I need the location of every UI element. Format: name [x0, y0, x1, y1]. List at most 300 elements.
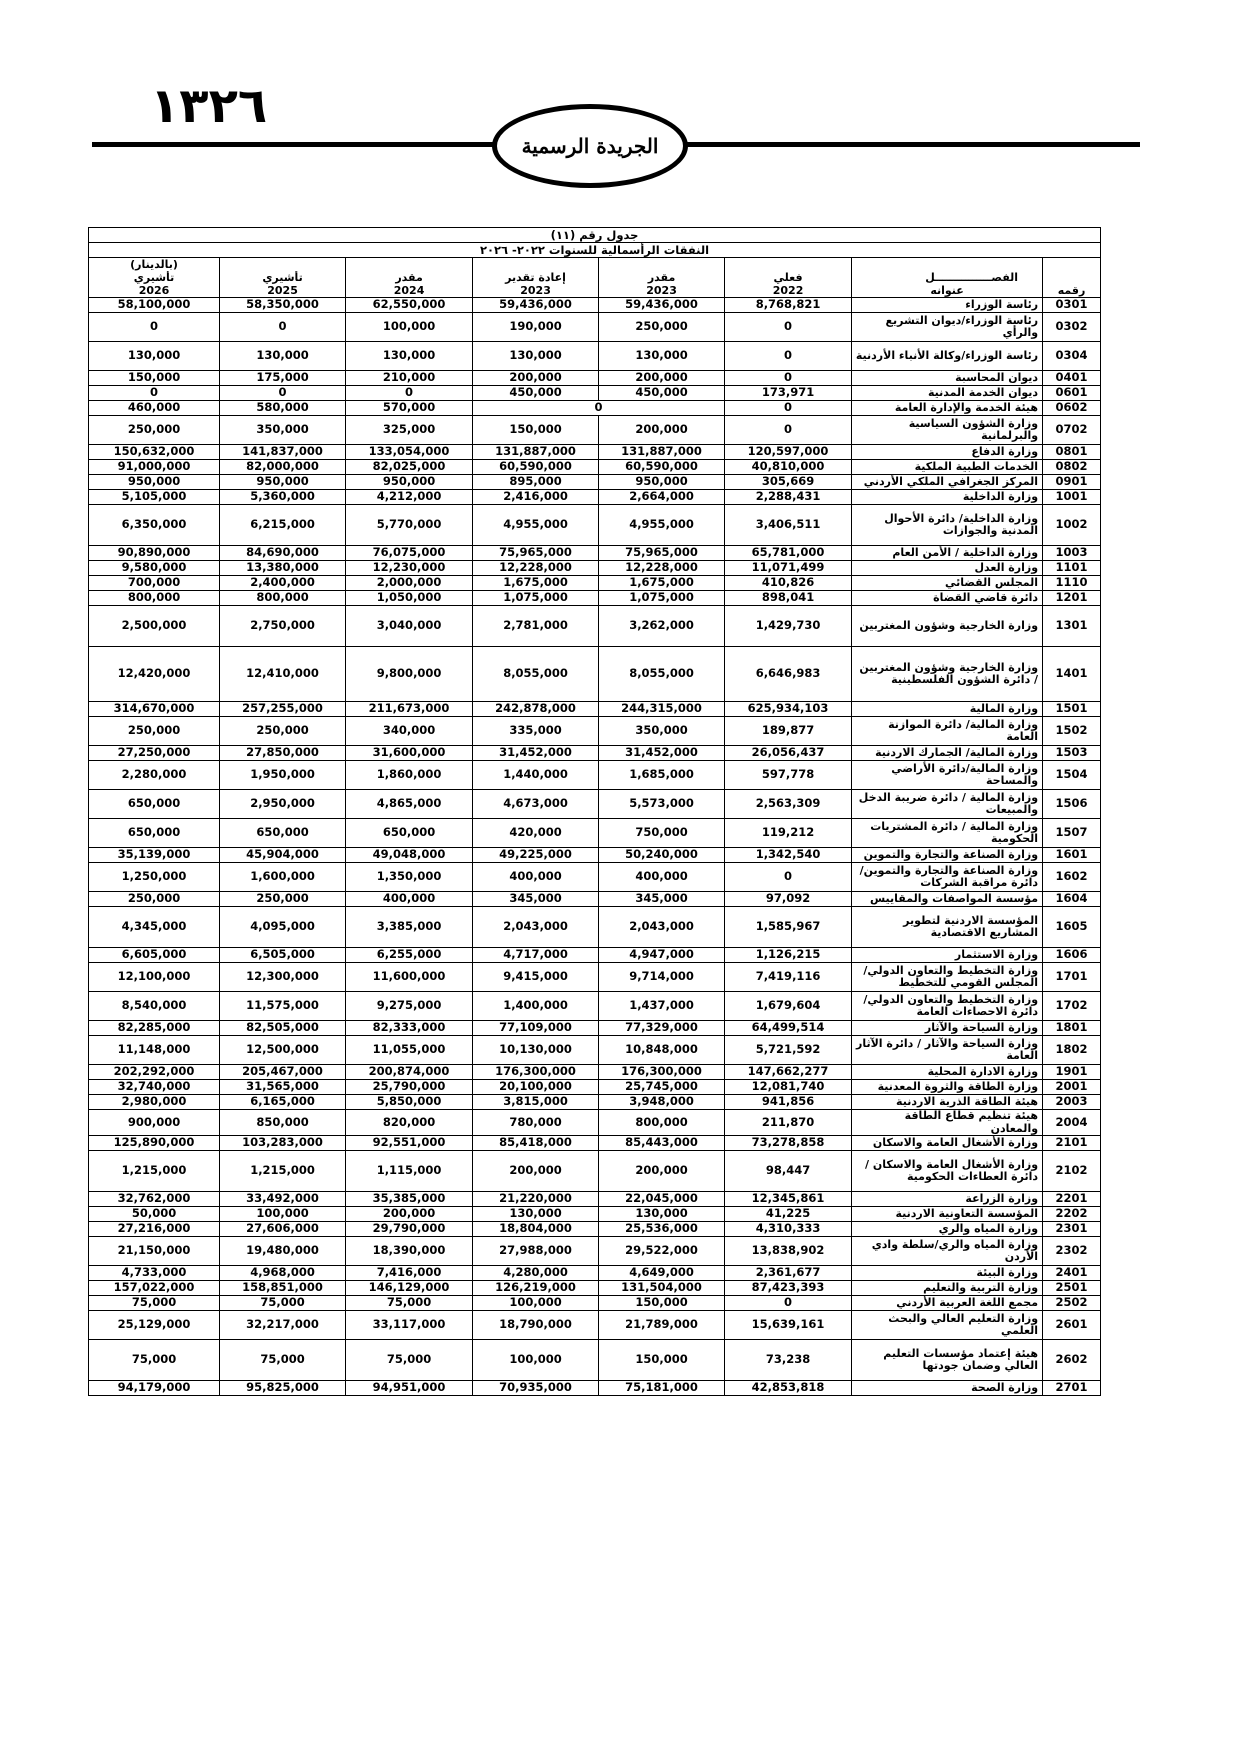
row-value: 130,000 [473, 1207, 599, 1222]
row-value: 29,522,000 [599, 1237, 725, 1266]
row-value: 200,000 [473, 1151, 599, 1192]
row-value: 21,220,000 [473, 1192, 599, 1207]
row-value: 59,436,000 [599, 298, 725, 313]
row-name: وزارة الخارجية وشؤون المغتربين [852, 606, 1043, 647]
row-name: وزارة العدل [852, 561, 1043, 576]
row-value: 4,673,000 [473, 790, 599, 819]
row-value: 1,675,000 [473, 576, 599, 591]
row-value: 1,215,000 [220, 1151, 346, 1192]
row-value: 2,361,677 [725, 1266, 852, 1281]
row-value: 11,148,000 [89, 1036, 220, 1065]
row-value: 2,400,000 [220, 576, 346, 591]
row-value: 82,285,000 [89, 1021, 220, 1036]
row-value: 0 [346, 386, 473, 401]
capital-expenditure-table [88, 227, 1101, 1396]
row-value: 6,255,000 [346, 948, 473, 963]
row-value: 650,000 [89, 819, 220, 848]
row-code: 2301 [1043, 1222, 1101, 1237]
row-code: 0301 [1043, 298, 1101, 313]
row-code: 2701 [1043, 1381, 1101, 1396]
row-value: 0 [89, 313, 220, 342]
row-value: 950,000 [599, 475, 725, 490]
row-name: المؤسسة التعاونية الاردنية [852, 1207, 1043, 1222]
row-value: 158,851,000 [220, 1281, 346, 1296]
row-value: 120,597,000 [725, 445, 852, 460]
row-value: 0 [725, 863, 852, 892]
row-value: 94,179,000 [89, 1381, 220, 1396]
row-name: وزارة السياحة والآثار / دائرة الآثار العامة [852, 1036, 1043, 1065]
row-value: 190,000 [473, 313, 599, 342]
row-name: وزارة الشؤون السياسية والبرلمانية [852, 416, 1043, 445]
row-value: 18,790,000 [473, 1311, 599, 1340]
table-row [89, 1381, 1101, 1396]
row-value: 18,390,000 [346, 1237, 473, 1266]
row-value: 59,436,000 [473, 298, 599, 313]
table-row [89, 1136, 1101, 1151]
row-name: الخدمات الطبية الملكية [852, 460, 1043, 475]
row-value: 131,887,000 [599, 445, 725, 460]
row-value: 1,350,000 [346, 863, 473, 892]
row-value: 75,000 [220, 1340, 346, 1381]
row-value: 250,000 [89, 892, 220, 907]
row-name: وزارة المالية / دائرة المشتريات الحكومية [852, 819, 1043, 848]
row-value: 895,000 [473, 475, 599, 490]
col-type: مقدر [346, 271, 473, 284]
row-value: 4,310,333 [725, 1222, 852, 1237]
row-value: 12,410,000 [220, 647, 346, 702]
row-value: 257,255,000 [220, 702, 346, 717]
col-type: إعادة تقدير [473, 271, 599, 284]
table-row [89, 1095, 1101, 1110]
table-row [89, 298, 1101, 313]
row-value: 12,100,000 [89, 963, 220, 992]
row-value: 9,275,000 [346, 992, 473, 1021]
row-code: 2202 [1043, 1207, 1101, 1222]
row-value: 4,280,000 [473, 1266, 599, 1281]
row-code: 1201 [1043, 591, 1101, 606]
row-value: 119,212 [725, 819, 852, 848]
row-value: 597,778 [725, 761, 852, 790]
row-value: 9,580,000 [89, 561, 220, 576]
row-code: 2003 [1043, 1095, 1101, 1110]
row-name: هيئة الخدمة والإدارة العامة [852, 401, 1043, 416]
row-value: 77,109,000 [473, 1021, 599, 1036]
row-value: 95,825,000 [220, 1381, 346, 1396]
row-value: 0 [725, 401, 852, 416]
row-value: 73,238 [725, 1340, 852, 1381]
col-year: 2023 [599, 284, 725, 298]
row-value: 176,300,000 [599, 1065, 725, 1080]
row-value: 130,000 [599, 1207, 725, 1222]
row-value: 800,000 [89, 591, 220, 606]
row-value: 173,971 [725, 386, 852, 401]
row-value: 21,789,000 [599, 1311, 725, 1340]
row-code: 0304 [1043, 342, 1101, 371]
row-value: 0 [725, 313, 852, 342]
header-spacer [1043, 271, 1101, 284]
row-value: 800,000 [220, 591, 346, 606]
table-row [89, 561, 1101, 576]
row-value: 0 [89, 386, 220, 401]
row-name: المجلس القضائي [852, 576, 1043, 591]
row-value: 130,000 [220, 342, 346, 371]
header-spacer [346, 258, 473, 272]
row-value: 35,385,000 [346, 1192, 473, 1207]
table-row [89, 1080, 1101, 1095]
row-value: 33,117,000 [346, 1311, 473, 1340]
row-value: 13,838,902 [725, 1237, 852, 1266]
row-value: 25,536,000 [599, 1222, 725, 1237]
table-row [89, 591, 1101, 606]
row-value: 3,406,511 [725, 505, 852, 546]
table-row [89, 819, 1101, 848]
row-name: وزارة الداخلية/ دائرة الأحوال المدنية والجوازات [852, 505, 1043, 546]
row-value: 2,750,000 [220, 606, 346, 647]
table-row [89, 948, 1101, 963]
row-value: 4,649,000 [599, 1266, 725, 1281]
row-name: وزارة المالية/دائرة الأراضي والمساحة [852, 761, 1043, 790]
row-value: 200,874,000 [346, 1065, 473, 1080]
gazette-title: الجريدة الرسمية [521, 134, 659, 158]
row-value: 12,228,000 [599, 561, 725, 576]
table-row [89, 1036, 1101, 1065]
row-value: 6,165,000 [220, 1095, 346, 1110]
row-code: 1002 [1043, 505, 1101, 546]
row-value: 400,000 [473, 863, 599, 892]
row-value: 625,934,103 [725, 702, 852, 717]
row-value: 29,790,000 [346, 1222, 473, 1237]
row-value: 6,505,000 [220, 948, 346, 963]
row-value: 345,000 [599, 892, 725, 907]
row-value: 200,000 [599, 371, 725, 386]
row-value: 335,000 [473, 717, 599, 746]
row-name: وزارة الداخلية / الأمن العام [852, 546, 1043, 561]
row-value: 21,150,000 [89, 1237, 220, 1266]
row-value: 340,000 [346, 717, 473, 746]
row-value: 11,600,000 [346, 963, 473, 992]
table-row [89, 1222, 1101, 1237]
row-value: 410,826 [725, 576, 852, 591]
row-code: 2102 [1043, 1151, 1101, 1192]
row-name: وزارة الصناعة والتجارة والتموين/دائرة مراقبة الشركات [852, 863, 1043, 892]
table-row [89, 1266, 1101, 1281]
row-value: 82,000,000 [220, 460, 346, 475]
row-value: 2,563,309 [725, 790, 852, 819]
row-value: 75,965,000 [473, 546, 599, 561]
row-name: مؤسسة المواصفات والمقاييس [852, 892, 1043, 907]
row-value: 176,300,000 [473, 1065, 599, 1080]
row-value: 5,360,000 [220, 490, 346, 505]
row-value: 147,662,277 [725, 1065, 852, 1080]
row-value: 1,585,967 [725, 907, 852, 948]
row-code: 2004 [1043, 1110, 1101, 1136]
row-value: 75,000 [89, 1340, 220, 1381]
row-value: 62,550,000 [346, 298, 473, 313]
table-row [89, 416, 1101, 445]
row-value: 73,278,858 [725, 1136, 852, 1151]
row-name: وزارة البيئة [852, 1266, 1043, 1281]
code-header-spacer [1043, 258, 1101, 272]
row-value: 175,000 [220, 371, 346, 386]
row-value: 4,947,000 [599, 948, 725, 963]
col-year: 2026 [89, 284, 220, 298]
row-value: 0 [220, 313, 346, 342]
row-name: ديوان الخدمة المدنية [852, 386, 1043, 401]
row-value: 150,000 [473, 416, 599, 445]
row-code: 2201 [1043, 1192, 1101, 1207]
row-code: 1601 [1043, 848, 1101, 863]
col-year: 2022 [725, 284, 852, 298]
row-value: 4,212,000 [346, 490, 473, 505]
row-value: 150,000 [599, 1340, 725, 1381]
row-value: 450,000 [599, 386, 725, 401]
row-value: 0 [725, 1296, 852, 1311]
row-value: 780,000 [473, 1110, 599, 1136]
row-name: وزارة المالية / دائرة ضريبة الدخل والمبيعات [852, 790, 1043, 819]
table-row [89, 546, 1101, 561]
row-value: 82,505,000 [220, 1021, 346, 1036]
row-value: 1,675,000 [599, 576, 725, 591]
row-value: 0 [473, 401, 725, 416]
row-value: 77,329,000 [599, 1021, 725, 1036]
row-value: 27,606,000 [220, 1222, 346, 1237]
row-name: وزارة الصحة [852, 1381, 1043, 1396]
row-value: 2,416,000 [473, 490, 599, 505]
row-value: 2,980,000 [89, 1095, 220, 1110]
row-code: 1101 [1043, 561, 1101, 576]
row-value: 12,345,861 [725, 1192, 852, 1207]
table-row [89, 1237, 1101, 1266]
row-value: 11,071,499 [725, 561, 852, 576]
table-row [89, 445, 1101, 460]
row-value: 75,000 [346, 1296, 473, 1311]
row-value: 2,000,000 [346, 576, 473, 591]
row-value: 27,216,000 [89, 1222, 220, 1237]
row-value: 32,217,000 [220, 1311, 346, 1340]
table-title: جدول رقم (١١) [89, 228, 1101, 243]
row-value: 50,000 [89, 1207, 220, 1222]
col-year: 2024 [346, 284, 473, 298]
table-row [89, 313, 1101, 342]
row-value: 400,000 [599, 863, 725, 892]
row-value: 200,000 [346, 1207, 473, 1222]
row-value: 31,565,000 [220, 1080, 346, 1095]
row-value: 1,400,000 [473, 992, 599, 1021]
row-value: 32,740,000 [89, 1080, 220, 1095]
row-value: 85,443,000 [599, 1136, 725, 1151]
row-value: 130,000 [346, 342, 473, 371]
row-value: 87,423,393 [725, 1281, 852, 1296]
row-name: مجمع اللغة العربية الأردني [852, 1296, 1043, 1311]
row-value: 580,000 [220, 401, 346, 416]
row-value: 650,000 [346, 819, 473, 848]
row-value: 82,025,000 [346, 460, 473, 475]
col-type: مقدر [599, 271, 725, 284]
row-name: وزارة التخطيط والتعاون الدولي/ دائرة الاحصاءات العامة [852, 992, 1043, 1021]
row-value: 650,000 [89, 790, 220, 819]
row-code: 0802 [1043, 460, 1101, 475]
header-spacer [599, 258, 725, 272]
table-row [89, 892, 1101, 907]
table-row [89, 460, 1101, 475]
row-value: 1,075,000 [599, 591, 725, 606]
row-value: 100,000 [473, 1296, 599, 1311]
row-value: 141,837,000 [220, 445, 346, 460]
table-row [89, 475, 1101, 490]
row-code: 0901 [1043, 475, 1101, 490]
row-value: 8,055,000 [599, 647, 725, 702]
row-code: 1702 [1043, 992, 1101, 1021]
row-value: 305,669 [725, 475, 852, 490]
row-code: 0602 [1043, 401, 1101, 416]
row-value: 49,225,000 [473, 848, 599, 863]
row-value: 94,951,000 [346, 1381, 473, 1396]
table-row [89, 1021, 1101, 1036]
row-value: 4,968,000 [220, 1266, 346, 1281]
row-value: 1,440,000 [473, 761, 599, 790]
row-value: 450,000 [473, 386, 599, 401]
row-value: 2,280,000 [89, 761, 220, 790]
row-value: 130,000 [599, 342, 725, 371]
row-value: 12,420,000 [89, 647, 220, 702]
table-row [89, 386, 1101, 401]
row-value: 420,000 [473, 819, 599, 848]
row-value: 146,129,000 [346, 1281, 473, 1296]
row-name: وزارة التخطيط والتعاون الدولي/ المجلس القومي للتخطيط [852, 963, 1043, 992]
row-value: 2,950,000 [220, 790, 346, 819]
table-row [89, 848, 1101, 863]
row-name: وزارة المالية [852, 702, 1043, 717]
row-value: 7,419,116 [725, 963, 852, 992]
row-value: 0 [725, 371, 852, 386]
name-header: عنوانه [852, 284, 1043, 298]
row-value: 19,480,000 [220, 1237, 346, 1266]
row-value: 10,130,000 [473, 1036, 599, 1065]
row-code: 1110 [1043, 576, 1101, 591]
row-code: 1802 [1043, 1036, 1101, 1065]
row-code: 1606 [1043, 948, 1101, 963]
row-value: 1,600,000 [220, 863, 346, 892]
row-value: 210,000 [346, 371, 473, 386]
row-code: 1507 [1043, 819, 1101, 848]
row-name: المؤسسة الاردنية لتطوير المشاريع الاقتصادية [852, 907, 1043, 948]
row-value: 41,225 [725, 1207, 852, 1222]
row-value: 75,000 [89, 1296, 220, 1311]
row-name: وزارة المياه والري [852, 1222, 1043, 1237]
row-value: 950,000 [346, 475, 473, 490]
row-name: وزارة الخارجية وشؤون المغتربين / دائرة الشؤون الفلسطينية [852, 647, 1043, 702]
row-code: 2502 [1043, 1296, 1101, 1311]
row-value: 22,045,000 [599, 1192, 725, 1207]
row-value: 0 [220, 386, 346, 401]
col-type: تأشيري [89, 271, 220, 284]
header-spacer [473, 258, 599, 272]
row-value: 700,000 [89, 576, 220, 591]
table-row [89, 647, 1101, 702]
row-value: 900,000 [89, 1110, 220, 1136]
row-value: 200,000 [473, 371, 599, 386]
row-name: رئاسة الوزراء [852, 298, 1043, 313]
row-name: وزارة السياحة والآثار [852, 1021, 1043, 1036]
row-value: 4,955,000 [599, 505, 725, 546]
row-code: 2302 [1043, 1237, 1101, 1266]
row-value: 250,000 [89, 416, 220, 445]
col-type: تأشيري [220, 271, 346, 284]
row-value: 950,000 [89, 475, 220, 490]
row-code: 0401 [1043, 371, 1101, 386]
row-name: وزارة المالية/ دائرة الموازنة العامة [852, 717, 1043, 746]
row-value: 3,948,000 [599, 1095, 725, 1110]
row-code: 0601 [1043, 386, 1101, 401]
row-value: 202,292,000 [89, 1065, 220, 1080]
row-value: 76,075,000 [346, 546, 473, 561]
row-value: 189,877 [725, 717, 852, 746]
row-value: 5,105,000 [89, 490, 220, 505]
row-value: 97,092 [725, 892, 852, 907]
row-value: 0 [725, 342, 852, 371]
row-code: 2401 [1043, 1266, 1101, 1281]
row-name: وزارة الاستثمار [852, 948, 1043, 963]
row-value: 85,418,000 [473, 1136, 599, 1151]
table-row [89, 761, 1101, 790]
row-value: 150,632,000 [89, 445, 220, 460]
row-name: وزارة التربية والتعليم [852, 1281, 1043, 1296]
name-header-spacer [852, 258, 1043, 272]
table-row [89, 606, 1101, 647]
row-code: 2101 [1043, 1136, 1101, 1151]
row-value: 58,100,000 [89, 298, 220, 313]
header-spacer [725, 258, 852, 272]
row-name: ديوان المحاسبة [852, 371, 1043, 386]
row-value: 350,000 [599, 717, 725, 746]
row-value: 7,416,000 [346, 1266, 473, 1281]
row-value: 1,250,000 [89, 863, 220, 892]
row-value: 42,853,818 [725, 1381, 852, 1396]
row-value: 65,781,000 [725, 546, 852, 561]
row-code: 1605 [1043, 907, 1101, 948]
table-row [89, 992, 1101, 1021]
row-value: 15,639,161 [725, 1311, 852, 1340]
row-value: 150,000 [89, 371, 220, 386]
row-value: 20,100,000 [473, 1080, 599, 1095]
table-row [89, 863, 1101, 892]
row-value: 345,000 [473, 892, 599, 907]
row-value: 0 [725, 416, 852, 445]
row-code: 1502 [1043, 717, 1101, 746]
section-header: الفصـــــــــــــــل [852, 271, 1043, 284]
table-row [89, 1192, 1101, 1207]
row-value: 314,670,000 [89, 702, 220, 717]
row-value: 12,230,000 [346, 561, 473, 576]
row-value: 4,095,000 [220, 907, 346, 948]
row-value: 150,000 [599, 1296, 725, 1311]
row-value: 12,300,000 [220, 963, 346, 992]
table-row [89, 505, 1101, 546]
row-value: 941,856 [725, 1095, 852, 1110]
row-value: 570,000 [346, 401, 473, 416]
row-name: وزارة الزراعة [852, 1192, 1043, 1207]
row-name: وزارة التعليم العالي والبحث العلمي [852, 1311, 1043, 1340]
row-value: 90,890,000 [89, 546, 220, 561]
row-value: 6,605,000 [89, 948, 220, 963]
row-value: 130,000 [473, 342, 599, 371]
row-value: 10,848,000 [599, 1036, 725, 1065]
table-row [89, 1296, 1101, 1311]
row-value: 25,790,000 [346, 1080, 473, 1095]
row-value: 1,679,604 [725, 992, 852, 1021]
row-value: 82,333,000 [346, 1021, 473, 1036]
row-value: 70,935,000 [473, 1381, 599, 1396]
